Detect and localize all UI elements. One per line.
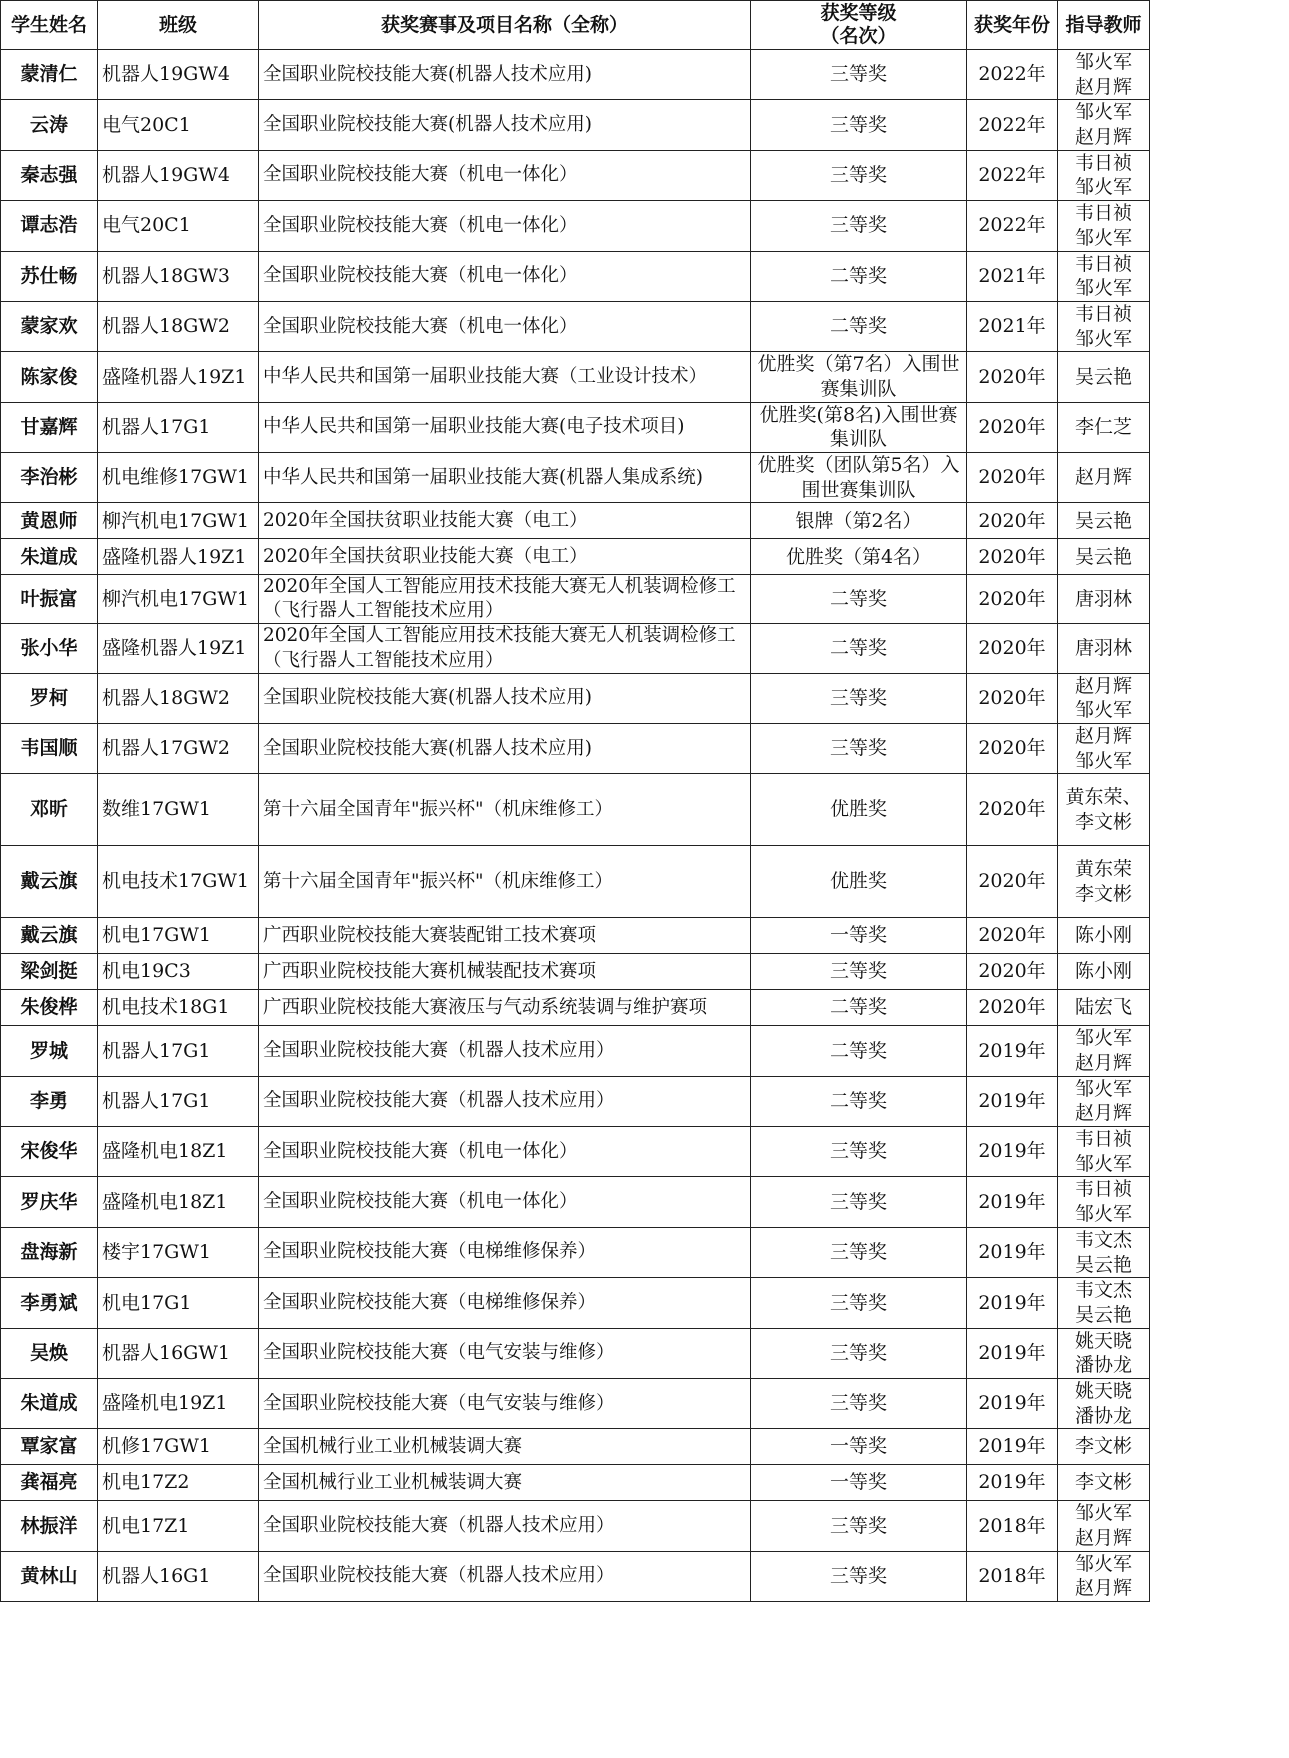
student-name-cell: 黄恩师 <box>1 503 98 539</box>
table-row <box>1 1328 1150 1378</box>
class-cell: 机电17Z2 <box>98 1465 259 1501</box>
teacher-name: 赵月辉 <box>1074 466 1132 489</box>
class-cell: 机器人17G1 <box>98 1076 259 1126</box>
student-name-cell: 盘海新 <box>1 1227 98 1277</box>
table-row <box>1 1076 1150 1126</box>
teacher-name: 赵月辉 <box>1074 724 1132 747</box>
award-level-cell: 三等奖 <box>751 723 967 773</box>
teacher-name: 吴云艳 <box>1074 545 1132 568</box>
teacher-name: 邹火军 <box>1074 176 1132 199</box>
event-cell: 全国职业院校技能大赛（机器人技术应用） <box>259 1076 751 1126</box>
teacher-name: 李仁芝 <box>1074 415 1132 438</box>
award-year-cell: 2019年 <box>967 1278 1058 1328</box>
table-row <box>1 1429 1150 1465</box>
table-row <box>1 624 1150 673</box>
class-cell: 机器人16G1 <box>98 1551 259 1601</box>
teacher-cell <box>1058 624 1150 673</box>
award-level-cell: 三等奖 <box>751 1551 967 1601</box>
header-student: 学生姓名 <box>1 1 98 50</box>
award-level-cell: 优胜奖(第8名)入围世赛集训队 <box>751 402 967 452</box>
student-name-cell: 吴焕 <box>1 1328 98 1378</box>
teacher-name: 吴云艳 <box>1074 509 1132 532</box>
teacher-cell <box>1058 1026 1150 1076</box>
event-cell: 2020年全国人工智能应用技术技能大赛无人机装调检修工（飞行器人工智能技术应用） <box>259 624 751 673</box>
teacher-name: 韦日祯 <box>1074 302 1132 325</box>
teacher-name: 唐羽林 <box>1074 588 1132 611</box>
teacher-cell <box>1058 1378 1150 1428</box>
table-row <box>1 1501 1150 1551</box>
student-name-cell: 谭志浩 <box>1 201 98 251</box>
award-year-cell: 2020年 <box>967 918 1058 954</box>
award-year-cell: 2019年 <box>967 1227 1058 1277</box>
student-name-cell: 覃家富 <box>1 1429 98 1465</box>
award-year-cell: 2020年 <box>967 990 1058 1026</box>
class-cell: 盛隆机电18Z1 <box>98 1177 259 1227</box>
award-year-cell: 2019年 <box>967 1127 1058 1177</box>
class-cell: 盛隆机电18Z1 <box>98 1127 259 1177</box>
event-cell: 2020年全国扶贫职业技能大赛（电工） <box>259 503 751 539</box>
teacher-name: 邹火军 <box>1074 277 1132 300</box>
class-cell: 机器人16GW1 <box>98 1328 259 1378</box>
teacher-name: 韦文杰 <box>1074 1228 1132 1251</box>
award-year-cell: 2019年 <box>967 1177 1058 1227</box>
table-row <box>1 575 1150 624</box>
teacher-cell <box>1058 150 1150 200</box>
award-year-cell: 2020年 <box>967 624 1058 673</box>
student-name-cell: 李勇斌 <box>1 1278 98 1328</box>
award-year-cell: 2019年 <box>967 1328 1058 1378</box>
teacher-name: 邹火军 <box>1074 51 1132 73</box>
award-year-cell: 2020年 <box>967 402 1058 452</box>
student-name-cell: 邓昕 <box>1 774 98 846</box>
teacher-name: 李文彬 <box>1074 1435 1132 1458</box>
class-cell: 机修17GW1 <box>98 1429 259 1465</box>
award-level-cell: 二等奖 <box>751 575 967 624</box>
event-cell: 第十六届全国青年"振兴杯"（机床维修工） <box>259 774 751 846</box>
award-level-cell: 二等奖 <box>751 990 967 1026</box>
teacher-name: 唐羽林 <box>1074 637 1132 660</box>
class-cell: 电气20C1 <box>98 201 259 251</box>
student-name-cell: 林振洋 <box>1 1501 98 1551</box>
award-year-cell: 2020年 <box>967 774 1058 846</box>
teacher-name: 李文彬 <box>1074 882 1132 905</box>
table-row <box>1 1378 1150 1428</box>
award-year-cell: 2022年 <box>967 100 1058 150</box>
teacher-name: 姚天晓 <box>1074 1329 1132 1352</box>
award-level-cell: 三等奖 <box>751 1278 967 1328</box>
teacher-name: 邹火军 <box>1074 1552 1132 1575</box>
teacher-name: 韦日祯 <box>1074 252 1132 275</box>
award-year-cell: 2020年 <box>967 673 1058 723</box>
teacher-name: 邹火军 <box>1074 1027 1132 1050</box>
teacher-cell <box>1058 539 1150 575</box>
header-year: 获奖年份 <box>967 1 1058 50</box>
class-cell: 机电技术18G1 <box>98 990 259 1026</box>
teacher-name: 吴云艳 <box>1074 1303 1132 1326</box>
student-name-cell: 戴云旗 <box>1 846 98 918</box>
table-row <box>1 453 1150 503</box>
class-cell: 数维17GW1 <box>98 774 259 846</box>
event-cell: 全国职业院校技能大赛（机电一体化） <box>259 1127 751 1177</box>
student-name-cell: 陈家俊 <box>1 352 98 402</box>
award-year-cell: 2018年 <box>967 1501 1058 1551</box>
teacher-cell <box>1058 301 1150 351</box>
class-cell: 柳汽机电17GW1 <box>98 503 259 539</box>
award-year-cell: 2021年 <box>967 251 1058 301</box>
table-row <box>1 673 1150 723</box>
teacher-cell <box>1058 251 1150 301</box>
class-cell: 机电17GW1 <box>98 918 259 954</box>
award-year-cell: 2020年 <box>967 503 1058 539</box>
student-name-cell: 苏仕畅 <box>1 251 98 301</box>
event-cell: 全国职业院校技能大赛（电梯维修保养） <box>259 1227 751 1277</box>
class-cell: 机电技术17GW1 <box>98 846 259 918</box>
award-level-cell: 二等奖 <box>751 301 967 351</box>
teacher-name: 赵月辉 <box>1074 674 1132 697</box>
teacher-cell <box>1058 1177 1150 1227</box>
event-cell: 全国职业院校技能大赛（机电一体化） <box>259 301 751 351</box>
teacher-name: 吴云艳 <box>1074 1253 1132 1276</box>
table-row <box>1 1026 1150 1076</box>
award-level-cell: 三等奖 <box>751 201 967 251</box>
event-cell: 全国职业院校技能大赛(机器人技术应用) <box>259 100 751 150</box>
class-cell: 盛隆机器人19Z1 <box>98 539 259 575</box>
class-cell: 机器人18GW2 <box>98 673 259 723</box>
award-year-cell: 2020年 <box>967 352 1058 402</box>
event-cell: 第十六届全国青年"振兴杯"（机床维修工） <box>259 846 751 918</box>
event-cell: 全国职业院校技能大赛（电气安装与维修） <box>259 1378 751 1428</box>
award-level-cell: 优胜奖（团队第5名）入围世赛集训队 <box>751 453 967 503</box>
teacher-cell <box>1058 503 1150 539</box>
table-row <box>1 201 1150 251</box>
award-level-cell: 二等奖 <box>751 1026 967 1076</box>
award-level-cell: 一等奖 <box>751 1465 967 1501</box>
student-name-cell: 甘嘉辉 <box>1 402 98 452</box>
event-cell: 全国机械行业工业机械装调大赛 <box>259 1465 751 1501</box>
award-level-cell: 三等奖 <box>751 100 967 150</box>
class-cell: 机器人19GW4 <box>98 150 259 200</box>
header-level <box>751 1 967 50</box>
table-row <box>1 352 1150 402</box>
student-name-cell: 罗柯 <box>1 673 98 723</box>
award-level-cell: 银牌（第2名） <box>751 503 967 539</box>
student-name-cell: 韦国顺 <box>1 723 98 773</box>
table-row <box>1 918 1150 954</box>
table-row <box>1 846 1150 918</box>
teacher-name: 陆宏飞 <box>1074 996 1132 1019</box>
award-level-cell: 三等奖 <box>751 954 967 990</box>
student-name-cell: 张小华 <box>1 624 98 673</box>
table-row <box>1 301 1150 351</box>
teacher-cell <box>1058 1501 1150 1551</box>
award-level-cell: 三等奖 <box>751 1127 967 1177</box>
award-year-cell: 2019年 <box>967 1026 1058 1076</box>
event-cell: 中华人民共和国第一届职业技能大赛(机器人集成系统) <box>259 453 751 503</box>
event-cell: 2020年全国扶贫职业技能大赛（电工） <box>259 539 751 575</box>
award-year-cell: 2020年 <box>967 575 1058 624</box>
award-year-cell: 2020年 <box>967 453 1058 503</box>
award-level-cell: 三等奖 <box>751 150 967 200</box>
table-row <box>1 1278 1150 1328</box>
teacher-name: 邹火军 <box>1074 226 1132 249</box>
award-year-cell: 2020年 <box>967 539 1058 575</box>
student-name-cell: 戴云旗 <box>1 918 98 954</box>
table-row <box>1 539 1150 575</box>
teacher-name: 黄东荣、 <box>1065 786 1142 809</box>
event-cell: 全国职业院校技能大赛（机电一体化） <box>259 201 751 251</box>
award-year-cell: 2019年 <box>967 1429 1058 1465</box>
class-cell: 柳汽机电17GW1 <box>98 575 259 624</box>
event-cell: 全国职业院校技能大赛（机电一体化） <box>259 150 751 200</box>
teacher-name: 邹火军 <box>1074 101 1132 124</box>
award-level-cell: 三等奖 <box>751 1378 967 1428</box>
award-year-cell: 2020年 <box>967 846 1058 918</box>
teacher-cell <box>1058 954 1150 990</box>
award-year-cell: 2019年 <box>967 1465 1058 1501</box>
teacher-cell <box>1058 201 1150 251</box>
award-level-cell: 二等奖 <box>751 624 967 673</box>
teacher-cell <box>1058 352 1150 402</box>
class-cell: 盛隆机电19Z1 <box>98 1378 259 1428</box>
event-cell: 全国职业院校技能大赛（机电一体化） <box>259 1177 751 1227</box>
header-level-line1: 获奖等级 <box>820 2 897 25</box>
award-level-cell: 一等奖 <box>751 1429 967 1465</box>
award-level-cell: 三等奖 <box>751 1177 967 1227</box>
teacher-name: 韦日祯 <box>1074 1178 1132 1201</box>
teacher-name: 赵月辉 <box>1074 1577 1132 1600</box>
class-cell: 楼宇17GW1 <box>98 1227 259 1277</box>
award-level-cell: 三等奖 <box>751 1328 967 1378</box>
student-name-cell: 罗城 <box>1 1026 98 1076</box>
student-name-cell: 云涛 <box>1 100 98 150</box>
teacher-cell <box>1058 1227 1150 1277</box>
table-row <box>1 1177 1150 1227</box>
student-name-cell: 黄林山 <box>1 1551 98 1601</box>
award-year-cell: 2022年 <box>967 201 1058 251</box>
event-cell: 2020年全国人工智能应用技术技能大赛无人机装调检修工（飞行器人工智能技术应用） <box>259 575 751 624</box>
student-name-cell: 朱道成 <box>1 1378 98 1428</box>
teacher-name: 姚天晓 <box>1074 1379 1132 1402</box>
table-row <box>1 954 1150 990</box>
event-cell: 全国职业院校技能大赛(机器人技术应用) <box>259 723 751 773</box>
teacher-name: 韦日祯 <box>1074 151 1132 174</box>
teacher-name: 邹火军 <box>1074 699 1132 722</box>
student-name-cell: 蒙清仁 <box>1 50 98 100</box>
award-year-cell: 2019年 <box>967 1076 1058 1126</box>
teacher-name: 陈小刚 <box>1074 960 1132 983</box>
teacher-cell <box>1058 1127 1150 1177</box>
teacher-name: 邹火军 <box>1074 1502 1132 1525</box>
award-year-cell: 2022年 <box>967 50 1058 100</box>
class-cell: 机电17Z1 <box>98 1501 259 1551</box>
class-cell: 盛隆机器人19Z1 <box>98 624 259 673</box>
header-class: 班级 <box>98 1 259 50</box>
student-name-cell: 朱俊桦 <box>1 990 98 1026</box>
teacher-name: 邹火军 <box>1074 1152 1132 1175</box>
header-event: 获奖赛事及项目名称（全称） <box>259 1 751 50</box>
student-name-cell: 李勇 <box>1 1076 98 1126</box>
teacher-cell <box>1058 774 1150 846</box>
teacher-name: 邹火军 <box>1074 749 1132 772</box>
event-cell: 全国职业院校技能大赛（电气安装与维修） <box>259 1328 751 1378</box>
teacher-name: 韦日祯 <box>1074 1128 1132 1151</box>
header-level-line2: （名次） <box>820 25 897 47</box>
teacher-cell <box>1058 100 1150 150</box>
teacher-cell <box>1058 1429 1150 1465</box>
class-cell: 机器人18GW2 <box>98 301 259 351</box>
class-cell: 机器人17G1 <box>98 1026 259 1076</box>
class-cell: 盛隆机器人19Z1 <box>98 352 259 402</box>
class-cell: 机电17G1 <box>98 1278 259 1328</box>
teacher-name: 陈小刚 <box>1074 924 1132 947</box>
event-cell: 全国职业院校技能大赛（机电一体化） <box>259 251 751 301</box>
event-cell: 中华人民共和国第一届职业技能大赛（工业设计技术） <box>259 352 751 402</box>
student-name-cell: 李治彬 <box>1 453 98 503</box>
award-level-cell: 二等奖 <box>751 1076 967 1126</box>
class-cell: 机电维修17GW1 <box>98 453 259 503</box>
teacher-name: 李文彬 <box>1074 1471 1132 1494</box>
teacher-name: 赵月辉 <box>1074 75 1132 98</box>
teacher-cell <box>1058 453 1150 503</box>
award-year-cell: 2021年 <box>967 301 1058 351</box>
table-row <box>1 251 1150 301</box>
teacher-name: 赵月辉 <box>1074 1052 1132 1074</box>
student-name-cell: 宋俊华 <box>1 1127 98 1177</box>
header-row <box>1 1 1150 50</box>
award-level-cell: 优胜奖 <box>751 774 967 846</box>
student-name-cell: 秦志强 <box>1 150 98 200</box>
class-cell: 机器人19GW4 <box>98 50 259 100</box>
teacher-name: 潘协龙 <box>1074 1404 1132 1427</box>
award-level-cell: 三等奖 <box>751 673 967 723</box>
table-row <box>1 990 1150 1026</box>
class-cell: 机器人18GW3 <box>98 251 259 301</box>
award-level-cell: 二等奖 <box>751 251 967 301</box>
award-year-cell: 2020年 <box>967 954 1058 990</box>
event-cell: 全国职业院校技能大赛（机器人技术应用） <box>259 1026 751 1076</box>
award-level-cell: 三等奖 <box>751 1227 967 1277</box>
table-row <box>1 100 1150 150</box>
table-row <box>1 150 1150 200</box>
teacher-name: 赵月辉 <box>1074 1527 1132 1549</box>
event-cell: 广西职业院校技能大赛液压与气动系统装调与维护赛项 <box>259 990 751 1026</box>
event-cell: 广西职业院校技能大赛装配钳工技术赛项 <box>259 918 751 954</box>
event-cell: 全国职业院校技能大赛(机器人技术应用) <box>259 673 751 723</box>
table-row <box>1 1465 1150 1501</box>
teacher-name: 邹火军 <box>1074 327 1132 350</box>
teacher-name: 赵月辉 <box>1074 126 1132 149</box>
teacher-cell <box>1058 50 1150 100</box>
award-year-cell: 2022年 <box>967 150 1058 200</box>
award-year-cell: 2020年 <box>967 723 1058 773</box>
table-row <box>1 723 1150 773</box>
class-cell: 机器人17GW2 <box>98 723 259 773</box>
table-row <box>1 402 1150 452</box>
teacher-cell <box>1058 1551 1150 1601</box>
teacher-cell <box>1058 990 1150 1026</box>
teacher-cell <box>1058 1076 1150 1126</box>
award-level-cell: 优胜奖（第4名） <box>751 539 967 575</box>
student-name-cell: 蒙家欢 <box>1 301 98 351</box>
teacher-name: 韦文杰 <box>1074 1279 1132 1302</box>
award-level-cell: 优胜奖（第7名）入围世赛集训队 <box>751 352 967 402</box>
teacher-cell <box>1058 402 1150 452</box>
event-cell: 全国职业院校技能大赛（机器人技术应用） <box>259 1501 751 1551</box>
student-name-cell: 叶振富 <box>1 575 98 624</box>
table-row <box>1 774 1150 846</box>
teacher-name: 黄东荣 <box>1074 858 1132 881</box>
event-cell: 广西职业院校技能大赛机械装配技术赛项 <box>259 954 751 990</box>
student-name-cell: 朱道成 <box>1 539 98 575</box>
class-cell: 机电19C3 <box>98 954 259 990</box>
teacher-name: 邹火军 <box>1074 1203 1132 1226</box>
teacher-cell <box>1058 673 1150 723</box>
teacher-cell <box>1058 1465 1150 1501</box>
teacher-cell <box>1058 918 1150 954</box>
event-cell: 全国职业院校技能大赛（机器人技术应用） <box>259 1551 751 1601</box>
event-cell: 中华人民共和国第一届职业技能大赛(电子技术项目) <box>259 402 751 452</box>
teacher-cell <box>1058 575 1150 624</box>
class-cell: 电气20C1 <box>98 100 259 150</box>
teacher-name: 潘协龙 <box>1074 1354 1132 1377</box>
award-level-cell: 一等奖 <box>751 918 967 954</box>
student-name-cell: 梁剑挺 <box>1 954 98 990</box>
table-row <box>1 503 1150 539</box>
award-level-cell: 优胜奖 <box>751 846 967 918</box>
award-level-cell: 三等奖 <box>751 50 967 100</box>
event-cell: 全国职业院校技能大赛（电梯维修保养） <box>259 1278 751 1328</box>
teacher-name: 吴云艳 <box>1074 365 1132 388</box>
teacher-cell <box>1058 846 1150 918</box>
event-cell: 全国职业院校技能大赛(机器人技术应用) <box>259 50 751 100</box>
class-cell: 机器人17G1 <box>98 402 259 452</box>
teacher-name: 邹火军 <box>1074 1077 1132 1100</box>
header-teacher: 指导教师 <box>1058 1 1150 50</box>
teacher-name: 李文彬 <box>1074 810 1132 833</box>
table-row <box>1 1551 1150 1601</box>
student-name-cell: 罗庆华 <box>1 1177 98 1227</box>
table-row <box>1 1127 1150 1177</box>
student-name-cell: 龚福亮 <box>1 1465 98 1501</box>
teacher-name: 赵月辉 <box>1074 1102 1132 1125</box>
teacher-cell <box>1058 723 1150 773</box>
teacher-cell <box>1058 1278 1150 1328</box>
award-year-cell: 2019年 <box>967 1378 1058 1428</box>
event-cell: 全国机械行业工业机械装调大赛 <box>259 1429 751 1465</box>
teacher-cell <box>1058 1328 1150 1378</box>
award-level-cell: 三等奖 <box>751 1501 967 1551</box>
award-year-cell: 2018年 <box>967 1551 1058 1601</box>
teacher-name: 韦日祯 <box>1074 202 1132 225</box>
table-row <box>1 1227 1150 1277</box>
table-row <box>1 50 1150 100</box>
